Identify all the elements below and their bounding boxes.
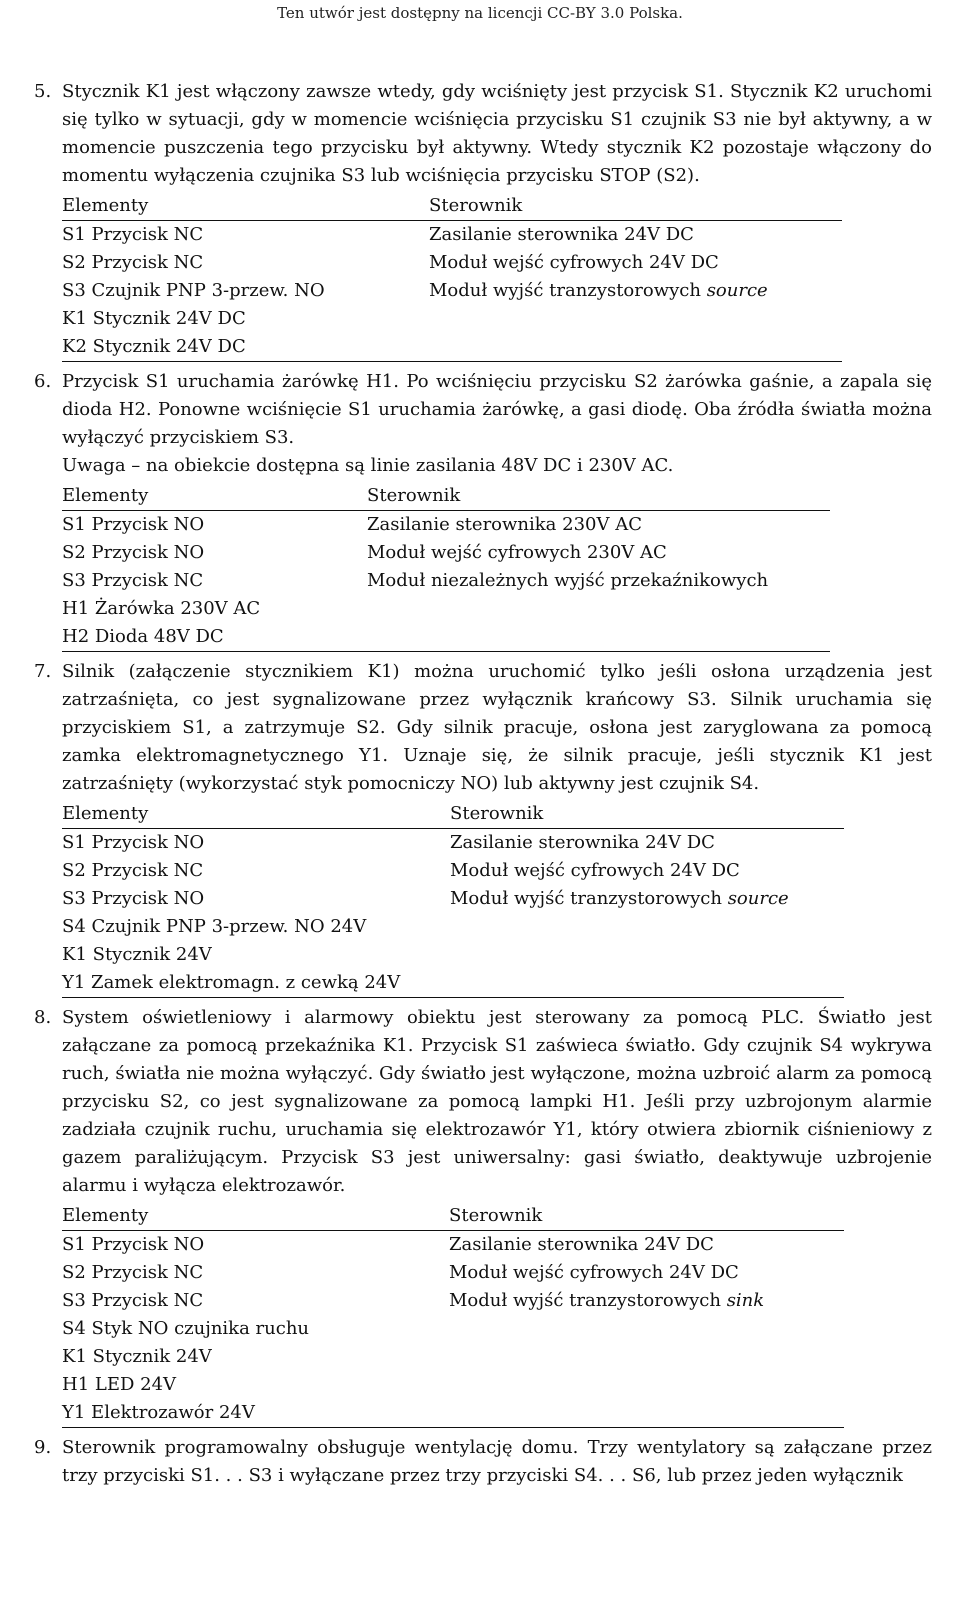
element-cell: S3 Przycisk NC — [62, 1290, 204, 1311]
table-row — [62, 567, 830, 595]
element-cell: H1 Żarówka 230V AC — [62, 598, 261, 619]
controller-cell — [450, 941, 844, 969]
components-table — [62, 192, 842, 362]
element-cell: K1 Stycznik 24V — [62, 944, 212, 965]
controller-cell — [449, 1371, 844, 1399]
element-cell: Y1 Elektrozawór 24V — [62, 1399, 449, 1428]
controller-cell: Moduł wyjść tranzystorowych sink — [449, 1290, 765, 1311]
controller-header: Sterownik — [367, 482, 830, 511]
controller-cell — [449, 1343, 844, 1371]
controller-cell — [429, 333, 842, 362]
element-cell: S1 Przycisk NO — [62, 1234, 205, 1255]
table-row — [62, 857, 844, 885]
controller-cell — [429, 305, 842, 333]
element-cell: K2 Stycznik 24V DC — [62, 333, 429, 362]
table-row — [62, 941, 844, 969]
controller-cell: Moduł niezależnych wyjść przekaźnikowych — [367, 570, 769, 591]
element-cell: S1 Przycisk NC — [62, 224, 204, 245]
elements-header: Elementy — [62, 1202, 449, 1231]
controller-cell: Zasilanie sterownika 24V DC — [429, 224, 694, 245]
table-row — [62, 249, 842, 277]
table-row — [62, 511, 830, 540]
exercise-text: Sterownik programowalny obsługuje wentylację domu. Trzy wentylatory są załączane przez trzy przyciski S1. . . S3 i wyłączane przez trzy przyciski S4. . . S6, lub przez jeden wyłącznik — [62, 1437, 932, 1486]
controller-cell — [367, 595, 830, 623]
exercise-number: 7. — [34, 661, 52, 682]
document-body — [34, 78, 932, 1490]
controller-cell — [450, 969, 844, 998]
element-cell: Y1 Zamek elektromagn. z cewką 24V — [62, 969, 450, 998]
controller-cell: Moduł wejść cyfrowych 230V AC — [367, 542, 667, 563]
controller-cell: Moduł wejść cyfrowych 24V DC — [429, 252, 719, 273]
element-cell: S4 Czujnik PNP 3-przew. NO 24V — [62, 916, 367, 937]
license-header: Ten utwór jest dostępny na licencji CC-BY 3.0 Polska. — [277, 4, 683, 22]
controller-cell: Moduł wejść cyfrowych 24V DC — [449, 1262, 739, 1283]
table-row — [62, 1371, 844, 1399]
element-cell: S2 Przycisk NC — [62, 252, 204, 273]
table-row — [62, 885, 844, 913]
controller-cell: Moduł wyjść tranzystorowych source — [429, 280, 768, 301]
components-table — [62, 482, 830, 652]
controller-header: Sterownik — [449, 1202, 844, 1231]
element-cell: S1 Przycisk NO — [62, 832, 205, 853]
controller-cell: Zasilanie sterownika 24V DC — [449, 1234, 714, 1255]
element-cell: S2 Przycisk NC — [62, 1262, 204, 1283]
element-cell: H1 LED 24V — [62, 1374, 177, 1395]
exercise-5 — [34, 78, 932, 362]
element-cell: K1 Stycznik 24V — [62, 1346, 212, 1367]
components-table — [62, 1202, 844, 1428]
elements-header: Elementy — [62, 192, 429, 221]
controller-cell: Zasilanie sterownika 230V AC — [367, 514, 642, 535]
exercise-8 — [34, 1004, 932, 1428]
controller-header: Sterownik — [450, 800, 844, 829]
exercise-text: Stycznik K1 jest włączony zawsze wtedy, gdy wciśnięty jest przycisk S1. Stycznik K2 uruchomi się tylko w sytuacji, gdy w momencie wciśnięcia przycisku S1 czujnik S3 nie był aktywny, a w momencie puszczenia tego przycisku był aktywny. Wtedy stycznik K2 pozostaje włączony do momentu wyłączenia czujnika S3 lub wciśnięcia przycisku STOP (S2). — [62, 81, 932, 186]
table-row — [62, 333, 842, 362]
controller-header: Sterownik — [429, 192, 842, 221]
table-row — [62, 1343, 844, 1371]
elements-header: Elementy — [62, 800, 450, 829]
element-cell: S3 Czujnik PNP 3-przew. NO — [62, 280, 325, 301]
table-row — [62, 305, 842, 333]
table-row — [62, 1287, 844, 1315]
elements-header: Elementy — [62, 482, 367, 511]
controller-cell — [367, 623, 830, 652]
exercise-6 — [34, 368, 932, 652]
table-row — [62, 595, 830, 623]
element-cell: S1 Przycisk NO — [62, 514, 205, 535]
table-row — [62, 829, 844, 858]
exercise-7 — [34, 658, 932, 998]
element-cell: S3 Przycisk NO — [62, 888, 205, 909]
table-row — [62, 913, 844, 941]
components-table — [62, 800, 844, 998]
table-row — [62, 969, 844, 998]
table-row — [62, 623, 830, 652]
element-cell: S3 Przycisk NC — [62, 570, 204, 591]
exercise-number: 8. — [34, 1007, 52, 1028]
exercise-note: Uwaga – na obiekcie dostępna są linie zasilania 48V DC i 230V AC. — [62, 455, 674, 476]
element-cell: H2 Dioda 48V DC — [62, 623, 367, 652]
exercise-text: Silnik (załączenie stycznikiem K1) można uruchomić tylko jeśli osłona urządzenia jest zatrzaśnięta, co jest sygnalizowane przez wyłącznik krańcowy S3. Silnik uruchamia się przyciskiem S1, a zatrzymuje S2. Gdy silnik pracuje, osłona jest zaryglowana za pomocą zamka elektromagnetycznego Y1. Uznaje się, że silnik pracuje, jeśli stycznik K1 jest zatrzaśnięty (wykorzystać styk pomocniczy NO) lub aktywny jest czujnik S4. — [62, 661, 932, 794]
controller-cell: Moduł wyjść tranzystorowych source — [450, 888, 789, 909]
element-cell: S2 Przycisk NC — [62, 860, 204, 881]
controller-cell — [449, 1315, 844, 1343]
table-row — [62, 1231, 844, 1260]
controller-cell: Moduł wejść cyfrowych 24V DC — [450, 860, 740, 881]
table-row — [62, 1315, 844, 1343]
controller-cell — [449, 1399, 844, 1428]
exercise-number: 6. — [34, 371, 52, 392]
controller-cell: Zasilanie sterownika 24V DC — [450, 832, 715, 853]
exercise-9 — [34, 1434, 932, 1490]
element-cell: K1 Stycznik 24V DC — [62, 308, 246, 329]
element-cell: S2 Przycisk NO — [62, 542, 205, 563]
table-row — [62, 277, 842, 305]
table-row — [62, 539, 830, 567]
table-row — [62, 1259, 844, 1287]
exercise-text: System oświetleniowy i alarmowy obiektu jest sterowany za pomocą PLC. Światło jest załączane za pomocą przekaźnika K1. Przycisk S1 zaświeca światło. Gdy czujnik S4 wykrywa ruch, światła nie można wyłączyć. Gdy światło jest wyłączone, można uzbroić alarm za pomocą przycisku S2, co jest sygnalizowane za pomocą lampki H1. Jeśli przy uzbrojonym alarmie zadziała czujnik ruchu, uruchamia się elektrozawór Y1, który otwiera zbiornik ciśnieniowy z gazem paraliżującym. Przycisk S3 jest uniwersalny: gasi światło, deaktywuje uzbrojenie alarmu i wyłącza elektrozawór. — [62, 1007, 932, 1196]
table-row — [62, 1399, 844, 1428]
table-row — [62, 221, 842, 250]
exercise-number: 9. — [34, 1437, 52, 1458]
exercise-text: Przycisk S1 uruchamia żarówkę H1. Po wciśnięciu przycisku S2 żarówka gaśnie, a zapala się dioda H2. Ponowne wciśnięcie S1 uruchamia żarówkę, a gasi diodę. Oba źródła światła można wyłączyć przyciskiem S3. — [62, 371, 932, 448]
exercise-number: 5. — [34, 81, 52, 102]
controller-cell — [450, 913, 844, 941]
element-cell: S4 Styk NO czujnika ruchu — [62, 1318, 310, 1339]
